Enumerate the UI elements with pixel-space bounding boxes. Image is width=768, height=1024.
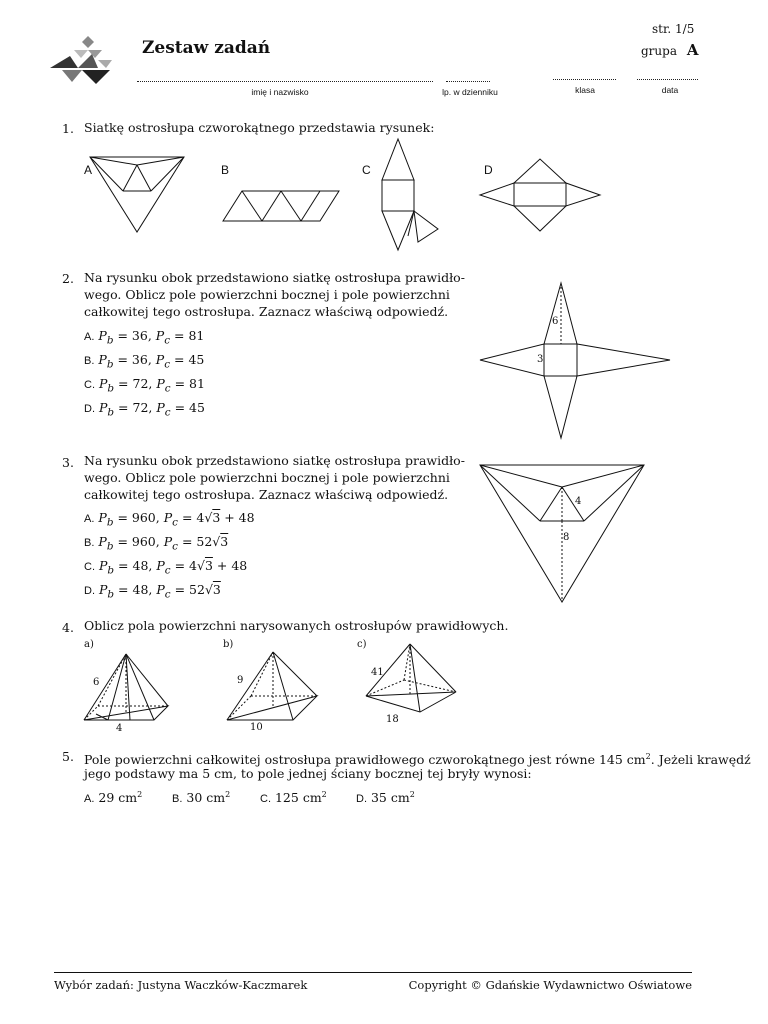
task-3-option-a[interactable]: A. $P_b = 960$, $P_c = 4√3 + 48$ <box>84 510 255 529</box>
sqrt-sign: √ <box>204 510 213 525</box>
task-5-option-a[interactable]: A. 29 $cm^2$ <box>84 790 143 806</box>
task-5-number: 5. <box>62 749 74 764</box>
name-field-line[interactable] <box>137 80 433 82</box>
number-field-label: lp. w dzienniku <box>442 87 498 97</box>
task-3-option-d[interactable]: D. $P_b = 48$, $P_c = 52√3$ <box>84 582 221 601</box>
task-2-option-c[interactable]: C. $P_b = 72$, $P_c = 81$ <box>84 376 205 395</box>
footer-author: Wybór zadań: Justyna Waczków-Kaczmarek <box>54 978 308 992</box>
task-5-option-d[interactable]: D. 35 $cm^2$ <box>356 790 415 806</box>
task-5-option-c[interactable]: C. 125 $cm^2$ <box>260 790 327 806</box>
task-4-pyramid-c <box>364 642 458 714</box>
footer-divider <box>54 972 692 973</box>
task-1-text: Siatkę ostrosłupa czworokątnego przedstawia rysunek: <box>84 120 435 135</box>
task-2-figure-base: 3 <box>537 354 544 365</box>
date-field-label: data <box>661 85 679 95</box>
task-3-option-c[interactable]: C. $P_b = 48$, $P_c = 4√3 + 48$ <box>84 558 248 577</box>
task-5-line-1: Pole powierzchni całkowitej ostrosłupa prawidłowego czworokątnego jest równe 145 $cm^2$. Jeżeli krawędź <box>84 752 751 768</box>
task-3-net-figure <box>478 463 646 605</box>
group-indicator <box>641 41 698 59</box>
task-4-label-a: a) <box>84 639 94 650</box>
task-4-pyramid-b <box>225 650 319 722</box>
class-field-line[interactable] <box>553 78 616 80</box>
date-field-line[interactable] <box>637 78 698 80</box>
task-3-figure-height: 8 <box>563 532 570 543</box>
number-field-line[interactable] <box>446 80 490 82</box>
task-5-line-2: jego podstawy ma 5 cm, to pole jednej ściany bocznej tej bryły wynosi: <box>84 766 532 781</box>
task-4-number: 4. <box>62 620 74 635</box>
name-field-label: imię i nazwisko <box>251 87 309 97</box>
task-2-option-d[interactable]: D. $P_b = 72$, $P_c = 45$ <box>84 400 205 419</box>
task-1-label-b: B <box>221 163 230 177</box>
task-4-c-base: 18 <box>386 714 399 725</box>
task-1-figure-b <box>222 190 340 222</box>
sqrt-sign: √ <box>196 558 205 573</box>
task-5-option-b[interactable]: B. 30 $cm^2$ <box>172 790 231 806</box>
sqrt-sign: √ <box>212 534 221 549</box>
task-4-label-b: b) <box>223 639 234 650</box>
task-3-line-2: wego. Oblicz pole powierzchni bocznej i pole powierzchni <box>84 470 450 485</box>
task-4-b-edge: 9 <box>237 675 244 686</box>
task-1-figure-a <box>88 156 186 234</box>
task-4-a-edge: 6 <box>93 677 100 688</box>
group-letter: A <box>686 41 699 59</box>
task-2-option-b[interactable]: B. $P_b = 36$, $P_c = 45$ <box>84 352 205 371</box>
task-2-line-1: Na rysunku obok przedstawiono siatkę ostrosłupa prawidło- <box>84 270 465 285</box>
task-1-figure-c <box>378 138 440 252</box>
task-1-label-c: C <box>362 163 371 177</box>
task-4-c-edge: 41 <box>371 667 384 678</box>
sheet-title: Zestaw zadań <box>142 38 271 58</box>
task-2-net-figure <box>478 282 672 440</box>
task-4-b-base: 10 <box>250 722 263 733</box>
task-2-number: 2. <box>62 271 74 286</box>
task-1-label-d: D <box>484 163 493 177</box>
task-2-line-2: wego. Oblicz pole powierzchni bocznej i pole powierzchni <box>84 287 450 302</box>
page-number: str. 1/5 <box>652 22 695 36</box>
task-3-line-1: Na rysunku obok przedstawiono siatkę ostrosłupa prawidło- <box>84 453 465 468</box>
class-field-label: klasa <box>575 85 595 95</box>
group-label: grupa <box>641 44 677 58</box>
task-4-a-base: 4 <box>116 723 123 734</box>
publisher-logo <box>48 34 114 88</box>
task-4-text: Oblicz pola powierzchni narysowanych ostrosłupów prawidłowych. <box>84 618 509 633</box>
task-3-number: 3. <box>62 455 74 470</box>
task-2-figure-height: 6 <box>552 316 559 327</box>
task-3-line-3: całkowitej tego ostrosłupa. Zaznacz właściwą odpowiedź. <box>84 487 449 502</box>
task-3-option-b[interactable]: B. $P_b = 960$, $P_c = 52√3$ <box>84 534 229 553</box>
task-2-option-a[interactable]: A. $P_b = 36$, $P_c = 81$ <box>84 328 205 347</box>
task-4-label-c: c) <box>357 639 367 650</box>
task-1-number: 1. <box>62 121 74 136</box>
task-1-label-a: A <box>84 163 93 177</box>
sqrt-sign: √ <box>204 582 213 597</box>
footer-copyright: Copyright © Gdańskie Wydawnictwo Oświatowe <box>408 978 692 992</box>
task-3-figure-side: 4 <box>575 496 582 507</box>
task-2-line-3: całkowitej tego ostrosłupa. Zaznacz właściwą odpowiedź. <box>84 304 449 319</box>
task-1-figure-d <box>478 158 602 232</box>
